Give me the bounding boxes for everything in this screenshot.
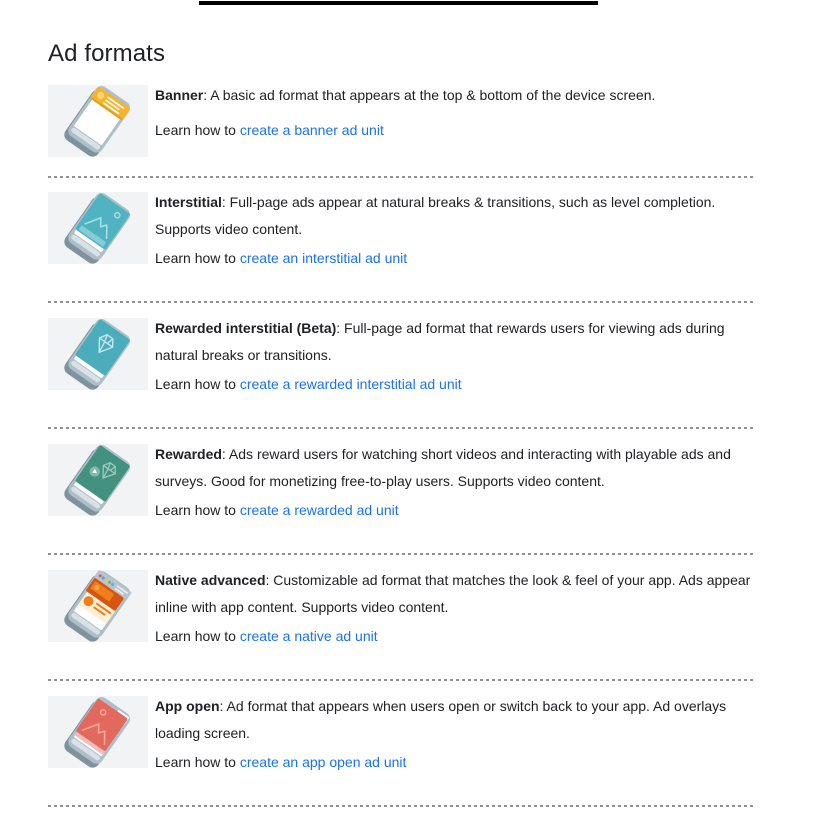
create-rewarded-interstitial-ad-unit-link[interactable]: create a rewarded interstitial ad unit bbox=[239, 376, 462, 392]
ad-format-title: App open bbox=[155, 698, 220, 714]
rewarded-ad-icon bbox=[48, 444, 148, 516]
ad-format-description-text: : Ad format that appears when users open or switch back to your app. Ad overlays loading screen. bbox=[155, 698, 727, 741]
ad-format-row-rewarded bbox=[48, 444, 754, 524]
dashed-separator bbox=[48, 176, 754, 178]
native-advanced-ad-icon bbox=[48, 570, 148, 642]
ad-format-description bbox=[155, 315, 752, 369]
ad-format-row-interstitial bbox=[48, 192, 754, 272]
create-banner-ad-unit-link[interactable]: create a banner ad unit bbox=[239, 122, 384, 138]
rewarded-interstitial-ad-icon bbox=[48, 318, 148, 390]
ad-format-description bbox=[155, 189, 752, 243]
ad-format-description bbox=[155, 82, 752, 109]
learn-how-to-text: Learn how to bbox=[155, 250, 236, 266]
ad-format-text bbox=[155, 441, 752, 524]
create-rewarded-ad-unit-link[interactable]: create a rewarded ad unit bbox=[239, 502, 399, 518]
ad-format-description-text: : Ads reward users for watching short videos and interacting with playable ads and surveys. Good for monetizing free-to-play users. Supports video content. bbox=[155, 446, 731, 489]
ad-format-description-text: : A basic ad format that appears at the top & bottom of the device screen. bbox=[203, 87, 656, 103]
ad-format-text bbox=[155, 189, 752, 272]
ad-format-row-app-open bbox=[48, 696, 754, 776]
create-app-open-ad-unit-link[interactable]: create an app open ad unit bbox=[239, 754, 407, 770]
ad-format-description bbox=[155, 441, 752, 495]
ad-format-row-rewarded-interstitial bbox=[48, 318, 754, 398]
create-native-ad-unit-link[interactable]: create a native ad unit bbox=[239, 628, 378, 644]
ad-format-title: Banner bbox=[155, 87, 204, 103]
ad-format-text bbox=[155, 693, 752, 776]
ad-format-description-text: : Full-page ad format that rewards users for viewing ads during natural breaks or transitions. bbox=[155, 320, 725, 363]
ad-format-description-text: : Customizable ad format that matches the look & feel of your app. Ads appear inline with app content. Supports video content. bbox=[155, 572, 751, 615]
ad-format-text bbox=[155, 567, 752, 650]
ad-format-title: Native advanced bbox=[155, 572, 266, 588]
top-border-rule bbox=[199, 1, 598, 5]
page-title: Ad formats bbox=[48, 40, 166, 67]
learn-how-to-text: Learn how to bbox=[155, 122, 236, 138]
learn-how-to-text: Learn how to bbox=[155, 754, 236, 770]
ad-format-description bbox=[155, 693, 752, 747]
ad-format-row-banner bbox=[48, 85, 754, 157]
learn-how-to-text: Learn how to bbox=[155, 502, 236, 518]
dashed-separator bbox=[48, 805, 754, 807]
interstitial-ad-icon bbox=[48, 192, 148, 264]
create-interstitial-ad-unit-link[interactable]: create an interstitial ad unit bbox=[239, 250, 408, 266]
learn-how-to-line bbox=[155, 117, 752, 144]
learn-how-to-line bbox=[155, 749, 752, 776]
dashed-separator bbox=[48, 553, 754, 555]
ad-format-description-text: : Full-page ads appear at natural breaks & transitions, such as level completion. Supports video content. bbox=[155, 194, 716, 237]
learn-how-to-line bbox=[155, 497, 752, 524]
ad-format-title: Interstitial bbox=[155, 194, 222, 210]
ad-format-text bbox=[155, 315, 752, 398]
banner-ad-icon bbox=[48, 85, 148, 157]
dashed-separator bbox=[48, 679, 754, 681]
ad-format-title: Rewarded bbox=[155, 446, 222, 462]
dashed-separator bbox=[48, 301, 754, 303]
ad-format-title: Rewarded interstitial (Beta) bbox=[155, 320, 337, 336]
ad-format-row-native-advanced bbox=[48, 570, 754, 650]
dashed-separator bbox=[48, 427, 754, 429]
learn-how-to-line bbox=[155, 245, 752, 272]
ad-format-text bbox=[155, 82, 752, 144]
app-open-ad-icon bbox=[48, 696, 148, 768]
learn-how-to-line bbox=[155, 623, 752, 650]
learn-how-to-text: Learn how to bbox=[155, 628, 236, 644]
ad-format-description bbox=[155, 567, 752, 621]
learn-how-to-text: Learn how to bbox=[155, 376, 236, 392]
learn-how-to-line bbox=[155, 371, 752, 398]
